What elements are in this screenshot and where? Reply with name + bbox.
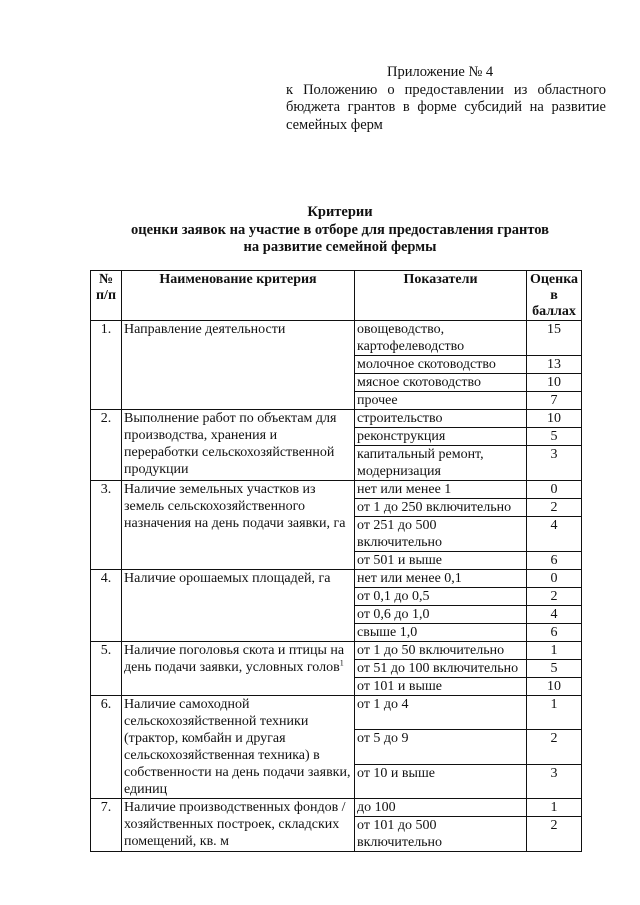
criterion-number: 7. (91, 799, 122, 852)
criterion-name: Выполнение работ по объектам для производства, хранения и переработки сельскохозяйственной продукции (124, 411, 337, 477)
score: 13 (527, 356, 582, 374)
criterion-name-cell (122, 481, 355, 570)
title-line-2: оценки заявок на участие в отборе для предоставления грантов (130, 221, 550, 238)
header-name: Наименование критерия (122, 271, 355, 321)
score: 10 (527, 374, 582, 392)
indicator: капитальный ремонт, модернизация (355, 446, 527, 481)
score: 5 (527, 660, 582, 678)
table-row (91, 799, 582, 817)
score: 2 (527, 730, 582, 764)
indicator: до 100 (355, 799, 527, 817)
indicator: молочное скотоводство (355, 356, 527, 374)
criterion-number: 2. (91, 410, 122, 481)
score: 3 (527, 446, 582, 481)
score: 2 (527, 499, 582, 517)
score: 6 (527, 552, 582, 570)
indicator: от 5 до 9 (355, 730, 527, 764)
table-header-row (91, 271, 582, 321)
indicator: овощеводство, картофелеводство (355, 321, 527, 356)
score: 1 (527, 642, 582, 660)
criterion-number: 5. (91, 642, 122, 696)
criterion-name: Наличие земельных участков из земель сельскохозяйственного назначения на день подачи заявки, га (124, 482, 346, 531)
indicator: от 101 и выше (355, 678, 527, 696)
indicator: строительство (355, 410, 527, 428)
score: 0 (527, 570, 582, 588)
indicator: реконструкция (355, 428, 527, 446)
score: 1 (527, 799, 582, 817)
criterion-name-cell (122, 570, 355, 642)
score: 4 (527, 606, 582, 624)
score: 7 (527, 392, 582, 410)
score: 2 (527, 817, 582, 852)
indicator: от 1 до 250 включительно (355, 499, 527, 517)
appendix-number: Приложение № 4 (387, 64, 494, 80)
score: 0 (527, 481, 582, 499)
criterion-name-cell (122, 410, 355, 481)
table-row (91, 410, 582, 428)
document-title (100, 204, 580, 257)
footnote-mark: 1 (339, 658, 344, 668)
indicator: от 1 до 50 включительно (355, 642, 527, 660)
indicator: от 10 и выше (355, 764, 527, 798)
indicator: от 251 до 500 включительно (355, 517, 527, 552)
indicator: свыше 1,0 (355, 624, 527, 642)
indicator: нет или менее 1 (355, 481, 527, 499)
score: 5 (527, 428, 582, 446)
indicator: мясное скотоводство (355, 374, 527, 392)
criterion-name-cell (122, 799, 355, 852)
table-row (91, 481, 582, 499)
criterion-number: 4. (91, 570, 122, 642)
title-line-3: на развитие семейной фермы (243, 239, 437, 255)
indicator: от 101 до 500 включительно (355, 817, 527, 852)
score: 10 (527, 678, 582, 696)
appendix-text: к Положению о предоставлении из областного бюджета грантов в форме субсидий на развитие семейных ферм (286, 81, 606, 133)
table-row (91, 696, 582, 730)
indicator: прочее (355, 392, 527, 410)
criterion-name: Наличие поголовья скота и птицы на день подачи заявки, условных голов (124, 643, 345, 675)
table-row (91, 321, 582, 356)
criterion-name-cell (122, 321, 355, 410)
criterion-name: Наличие самоходной сельскохозяйственной техники (трактор, комбайн и другая сельскохозяйственная техника) в собственности на день подачи заявки, единиц (124, 697, 351, 797)
criterion-name: Наличие орошаемых площадей, га (124, 571, 331, 586)
title-line-1: Критерии (307, 204, 373, 220)
score: 10 (527, 410, 582, 428)
indicator: от 0,6 до 1,0 (355, 606, 527, 624)
header-indicators: Показатели (355, 271, 527, 321)
criterion-name: Наличие производственных фондов / хозяйственных построек, складских помещений, кв. м (124, 800, 346, 849)
indicator: от 0,1 до 0,5 (355, 588, 527, 606)
table-row (91, 642, 582, 660)
score: 6 (527, 624, 582, 642)
indicator: от 501 и выше (355, 552, 527, 570)
table-row (91, 570, 582, 588)
criterion-name-cell (122, 642, 355, 696)
indicator: нет или менее 0,1 (355, 570, 527, 588)
criteria-table (90, 270, 582, 852)
indicator: от 51 до 100 включительно (355, 660, 527, 678)
criterion-name-cell (122, 696, 355, 799)
score: 2 (527, 588, 582, 606)
score: 3 (527, 764, 582, 798)
score: 4 (527, 517, 582, 552)
criterion-number: 6. (91, 696, 122, 799)
criteria-body (91, 321, 582, 852)
header-score: Оценка в баллах (527, 271, 582, 321)
appendix-block (286, 64, 606, 134)
score: 15 (527, 321, 582, 356)
criterion-number: 1. (91, 321, 122, 410)
score: 1 (527, 696, 582, 730)
indicator: от 1 до 4 (355, 696, 527, 730)
criterion-name: Направление деятельности (124, 322, 286, 337)
header-num: № п/п (91, 271, 122, 321)
criterion-number: 3. (91, 481, 122, 570)
